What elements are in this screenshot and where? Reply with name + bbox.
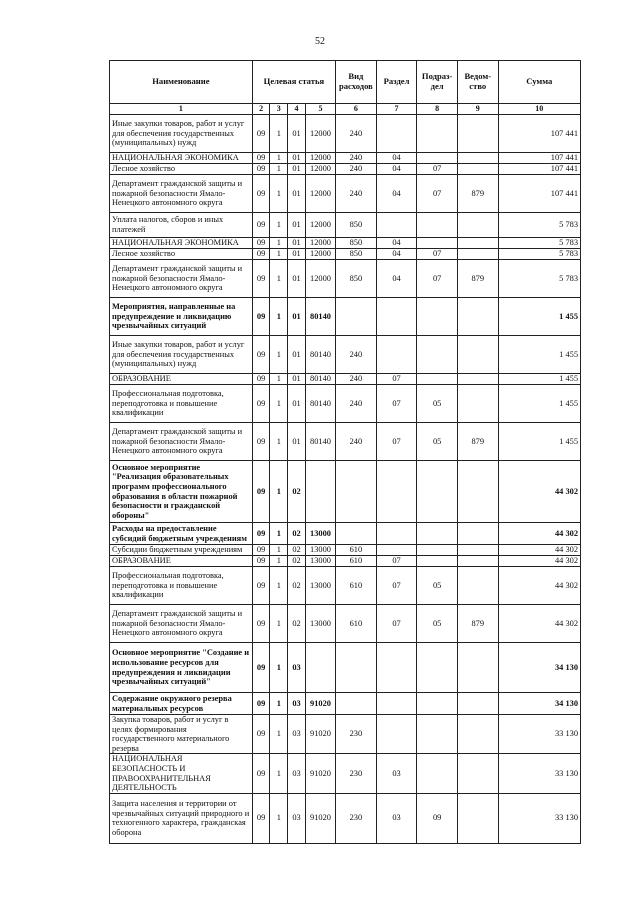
cell-name: Субсидии бюджетным учреждениям <box>110 545 253 556</box>
cell-section: 04 <box>376 175 417 213</box>
cell-activity: 03 <box>288 793 306 843</box>
cell-subsection: 07 <box>417 249 458 260</box>
cell-expense-type: 230 <box>336 793 377 843</box>
cell-subsection <box>417 556 458 567</box>
cell-subsection <box>417 298 458 336</box>
cell-subprogram: 1 <box>270 336 288 374</box>
cell-expense-type: 240 <box>336 153 377 164</box>
cell-sum: 1 455 <box>498 423 580 461</box>
cell-expense-type <box>336 693 377 715</box>
cell-department <box>457 693 498 715</box>
table-row <box>110 605 581 643</box>
cell-direction: 91020 <box>305 754 335 793</box>
cell-direction <box>305 461 335 523</box>
cell-section: 07 <box>376 423 417 461</box>
cell-sum: 34 130 <box>498 643 580 693</box>
cell-section: 07 <box>376 556 417 567</box>
cell-expense-type: 230 <box>336 754 377 793</box>
cell-program: 09 <box>252 153 270 164</box>
cell-direction: 80140 <box>305 298 335 336</box>
cell-subprogram: 1 <box>270 693 288 715</box>
cell-expense-type: 610 <box>336 605 377 643</box>
table-row <box>110 115 581 153</box>
cell-subprogram: 1 <box>270 793 288 843</box>
cell-sum: 33 130 <box>498 715 580 754</box>
column-number-row <box>110 104 581 115</box>
table-row <box>110 423 581 461</box>
cell-name: Иные закупки товаров, работ и услуг для обеспечения государственных (муниципальных) нужд <box>110 336 253 374</box>
header-department: Ведом-ство <box>457 61 498 104</box>
cell-subprogram: 1 <box>270 605 288 643</box>
cell-program: 09 <box>252 238 270 249</box>
cell-subsection: 05 <box>417 423 458 461</box>
cell-direction: 13000 <box>305 567 335 605</box>
cell-section: 04 <box>376 260 417 298</box>
cell-direction: 12000 <box>305 238 335 249</box>
cell-department <box>457 374 498 385</box>
header-name: Наименование <box>110 61 253 104</box>
cell-activity: 01 <box>288 115 306 153</box>
column-number: 5 <box>305 104 335 115</box>
table-row <box>110 153 581 164</box>
cell-program: 09 <box>252 545 270 556</box>
cell-department <box>457 164 498 175</box>
cell-name: Иные закупки товаров, работ и услуг для обеспечения государственных (муниципальных) нужд <box>110 115 253 153</box>
cell-sum: 44 302 <box>498 545 580 556</box>
cell-program: 09 <box>252 643 270 693</box>
cell-name: Закупка товаров, работ и услуг в целях формирования государственного материального резерва <box>110 715 253 754</box>
cell-name: Основное мероприятие "Создание и использование ресурсов для предупреждения и ликвидации чрезвычайных ситуаций" <box>110 643 253 693</box>
table-row <box>110 238 581 249</box>
table-row <box>110 545 581 556</box>
cell-subsection <box>417 715 458 754</box>
cell-program: 09 <box>252 175 270 213</box>
cell-department <box>457 213 498 238</box>
cell-subsection <box>417 238 458 249</box>
cell-activity: 03 <box>288 693 306 715</box>
cell-subprogram: 1 <box>270 260 288 298</box>
cell-program: 09 <box>252 461 270 523</box>
table-row <box>110 164 581 175</box>
cell-sum: 107 441 <box>498 153 580 164</box>
cell-department <box>457 249 498 260</box>
table-row <box>110 298 581 336</box>
cell-program: 09 <box>252 213 270 238</box>
cell-subprogram: 1 <box>270 385 288 423</box>
table-row <box>110 643 581 693</box>
header-target-article: Целевая статья <box>252 61 335 104</box>
cell-subsection <box>417 754 458 793</box>
cell-sum: 5 783 <box>498 213 580 238</box>
cell-name: Профессиональная подготовка, переподготовка и повышение квалификации <box>110 567 253 605</box>
cell-program: 09 <box>252 605 270 643</box>
cell-program: 09 <box>252 115 270 153</box>
cell-expense-type: 240 <box>336 423 377 461</box>
cell-sum: 1 455 <box>498 385 580 423</box>
cell-program: 09 <box>252 715 270 754</box>
cell-section: 04 <box>376 238 417 249</box>
cell-program: 09 <box>252 793 270 843</box>
cell-department <box>457 556 498 567</box>
cell-department <box>457 754 498 793</box>
table-row <box>110 336 581 374</box>
cell-expense-type: 240 <box>336 336 377 374</box>
cell-activity: 01 <box>288 298 306 336</box>
cell-subprogram: 1 <box>270 374 288 385</box>
cell-department <box>457 545 498 556</box>
table-row <box>110 461 581 523</box>
cell-expense-type: 230 <box>336 715 377 754</box>
cell-name: Расходы на предоставление субсидий бюджетным учреждениям <box>110 523 253 545</box>
cell-subsection: 05 <box>417 385 458 423</box>
cell-department <box>457 298 498 336</box>
cell-expense-type <box>336 298 377 336</box>
cell-activity: 03 <box>288 754 306 793</box>
column-number: 3 <box>270 104 288 115</box>
cell-sum: 107 441 <box>498 175 580 213</box>
cell-subsection: 07 <box>417 175 458 213</box>
cell-subprogram: 1 <box>270 643 288 693</box>
cell-program: 09 <box>252 423 270 461</box>
cell-department <box>457 336 498 374</box>
cell-expense-type: 850 <box>336 238 377 249</box>
cell-section: 03 <box>376 754 417 793</box>
cell-activity: 02 <box>288 556 306 567</box>
cell-sum: 34 130 <box>498 693 580 715</box>
cell-subprogram: 1 <box>270 164 288 175</box>
cell-program: 09 <box>252 693 270 715</box>
cell-sum: 44 302 <box>498 556 580 567</box>
cell-subsection <box>417 523 458 545</box>
cell-sum: 1 455 <box>498 298 580 336</box>
cell-name: Основное мероприятие "Реализация образовательных программ профессионального образования в области пожарной безопасности и гражданской обороны" <box>110 461 253 523</box>
cell-expense-type <box>336 523 377 545</box>
column-number: 8 <box>417 104 458 115</box>
cell-sum: 5 783 <box>498 238 580 249</box>
cell-sum: 44 302 <box>498 461 580 523</box>
cell-sum: 44 302 <box>498 605 580 643</box>
header-expense-type: Вид расходов <box>336 61 377 104</box>
table-row <box>110 754 581 793</box>
cell-program: 09 <box>252 556 270 567</box>
cell-expense-type: 240 <box>336 164 377 175</box>
cell-expense-type: 240 <box>336 175 377 213</box>
cell-sum: 1 455 <box>498 374 580 385</box>
cell-section <box>376 298 417 336</box>
cell-direction: 91020 <box>305 793 335 843</box>
cell-subprogram: 1 <box>270 175 288 213</box>
cell-activity: 03 <box>288 715 306 754</box>
column-number: 1 <box>110 104 253 115</box>
cell-program: 09 <box>252 298 270 336</box>
cell-expense-type: 240 <box>336 374 377 385</box>
cell-activity: 02 <box>288 461 306 523</box>
cell-name: НАЦИОНАЛЬНАЯ ЭКОНОМИКА <box>110 153 253 164</box>
column-number: 10 <box>498 104 580 115</box>
cell-subsection: 07 <box>417 260 458 298</box>
cell-subprogram: 1 <box>270 153 288 164</box>
cell-sum: 107 441 <box>498 115 580 153</box>
cell-direction: 13000 <box>305 556 335 567</box>
cell-activity: 01 <box>288 213 306 238</box>
cell-section <box>376 115 417 153</box>
cell-name: Уплата налогов, сборов и иных платежей <box>110 213 253 238</box>
cell-subsection <box>417 461 458 523</box>
cell-activity: 01 <box>288 175 306 213</box>
cell-department <box>457 385 498 423</box>
cell-sum: 1 455 <box>498 336 580 374</box>
cell-name: ОБРАЗОВАНИЕ <box>110 374 253 385</box>
cell-expense-type <box>336 643 377 693</box>
cell-direction <box>305 643 335 693</box>
cell-name: Департамент гражданской защиты и пожарной безопасности Ямало-Ненецкого автономного округа <box>110 423 253 461</box>
cell-subsection <box>417 336 458 374</box>
cell-direction: 12000 <box>305 213 335 238</box>
cell-activity: 01 <box>288 238 306 249</box>
cell-subprogram: 1 <box>270 298 288 336</box>
cell-sum: 107 441 <box>498 164 580 175</box>
cell-direction: 12000 <box>305 115 335 153</box>
cell-department: 879 <box>457 175 498 213</box>
column-number: 6 <box>336 104 377 115</box>
cell-department <box>457 153 498 164</box>
cell-subsection: 09 <box>417 793 458 843</box>
cell-direction: 12000 <box>305 164 335 175</box>
cell-direction: 13000 <box>305 523 335 545</box>
cell-program: 09 <box>252 567 270 605</box>
cell-activity: 01 <box>288 423 306 461</box>
table-row <box>110 567 581 605</box>
cell-department: 879 <box>457 260 498 298</box>
cell-program: 09 <box>252 374 270 385</box>
cell-direction: 80140 <box>305 385 335 423</box>
table-row <box>110 260 581 298</box>
cell-section <box>376 213 417 238</box>
cell-name: Департамент гражданской защиты и пожарной безопасности Ямало-Ненецкого автономного округа <box>110 605 253 643</box>
cell-subprogram: 1 <box>270 213 288 238</box>
cell-expense-type: 240 <box>336 115 377 153</box>
cell-subsection <box>417 643 458 693</box>
cell-department <box>457 523 498 545</box>
table-header-row <box>110 61 581 104</box>
cell-department <box>457 793 498 843</box>
cell-department <box>457 115 498 153</box>
cell-section: 04 <box>376 164 417 175</box>
cell-expense-type: 850 <box>336 213 377 238</box>
cell-direction: 80140 <box>305 374 335 385</box>
cell-program: 09 <box>252 385 270 423</box>
cell-subsection: 05 <box>417 605 458 643</box>
cell-subprogram: 1 <box>270 754 288 793</box>
cell-sum: 5 783 <box>498 260 580 298</box>
cell-section <box>376 523 417 545</box>
cell-department: 879 <box>457 605 498 643</box>
cell-expense-type: 610 <box>336 567 377 605</box>
cell-section <box>376 336 417 374</box>
cell-sum: 33 130 <box>498 793 580 843</box>
cell-subprogram: 1 <box>270 461 288 523</box>
cell-subsection <box>417 545 458 556</box>
cell-subsection: 07 <box>417 164 458 175</box>
cell-name: Профессиональная подготовка, переподготовка и повышение квалификации <box>110 385 253 423</box>
cell-direction: 12000 <box>305 175 335 213</box>
cell-name: Департамент гражданской защиты и пожарной безопасности Ямало-Ненецкого автономного округа <box>110 175 253 213</box>
header-subsection: Подраз-дел <box>417 61 458 104</box>
cell-program: 09 <box>252 164 270 175</box>
cell-subprogram: 1 <box>270 715 288 754</box>
column-number: 7 <box>376 104 417 115</box>
table-row <box>110 213 581 238</box>
cell-name: Содержание окружного резерва материальных ресурсов <box>110 693 253 715</box>
cell-direction: 91020 <box>305 715 335 754</box>
cell-direction: 91020 <box>305 693 335 715</box>
cell-department <box>457 715 498 754</box>
cell-direction: 12000 <box>305 153 335 164</box>
column-number: 4 <box>288 104 306 115</box>
cell-program: 09 <box>252 523 270 545</box>
cell-expense-type: 850 <box>336 249 377 260</box>
header-section: Раздел <box>376 61 417 104</box>
cell-expense-type: 850 <box>336 260 377 298</box>
cell-sum: 44 302 <box>498 523 580 545</box>
column-number: 9 <box>457 104 498 115</box>
cell-expense-type: 240 <box>336 385 377 423</box>
table-row <box>110 715 581 754</box>
cell-expense-type: 610 <box>336 545 377 556</box>
cell-section: 07 <box>376 567 417 605</box>
cell-section: 07 <box>376 374 417 385</box>
cell-name: Лесное хозяйство <box>110 164 253 175</box>
cell-activity: 01 <box>288 260 306 298</box>
cell-program: 09 <box>252 754 270 793</box>
header-sum: Сумма <box>498 61 580 104</box>
cell-subsection <box>417 374 458 385</box>
column-number: 2 <box>252 104 270 115</box>
cell-activity: 01 <box>288 336 306 374</box>
cell-section <box>376 461 417 523</box>
cell-section: 07 <box>376 605 417 643</box>
cell-department <box>457 643 498 693</box>
table-row <box>110 249 581 260</box>
cell-section: 03 <box>376 793 417 843</box>
cell-activity: 01 <box>288 164 306 175</box>
cell-section <box>376 693 417 715</box>
cell-subprogram: 1 <box>270 238 288 249</box>
cell-subsection <box>417 153 458 164</box>
table-row <box>110 793 581 843</box>
cell-activity: 02 <box>288 605 306 643</box>
table-row <box>110 175 581 213</box>
cell-expense-type: 610 <box>336 556 377 567</box>
table-row <box>110 693 581 715</box>
cell-subprogram: 1 <box>270 567 288 605</box>
cell-activity: 02 <box>288 567 306 605</box>
cell-program: 09 <box>252 260 270 298</box>
cell-department <box>457 567 498 605</box>
cell-direction: 12000 <box>305 249 335 260</box>
cell-sum: 44 302 <box>498 567 580 605</box>
cell-department <box>457 238 498 249</box>
cell-program: 09 <box>252 249 270 260</box>
cell-section: 04 <box>376 153 417 164</box>
table-row <box>110 385 581 423</box>
cell-expense-type <box>336 461 377 523</box>
cell-subprogram: 1 <box>270 545 288 556</box>
table-row <box>110 374 581 385</box>
cell-name: ОБРАЗОВАНИЕ <box>110 556 253 567</box>
cell-department: 879 <box>457 423 498 461</box>
cell-activity: 02 <box>288 523 306 545</box>
cell-section <box>376 715 417 754</box>
cell-activity: 01 <box>288 374 306 385</box>
cell-name: НАЦИОНАЛЬНАЯ БЕЗОПАСНОСТЬ И ПРАВООХРАНИТЕЛЬНАЯ ДЕЯТЕЛЬНОСТЬ <box>110 754 253 793</box>
cell-direction: 13000 <box>305 605 335 643</box>
cell-subprogram: 1 <box>270 556 288 567</box>
cell-section <box>376 643 417 693</box>
cell-subsection <box>417 115 458 153</box>
cell-direction: 80140 <box>305 336 335 374</box>
cell-name: Защита населения и территории от чрезвычайных ситуаций природного и техногенного характера, гражданская оборона <box>110 793 253 843</box>
budget-table <box>109 60 581 844</box>
cell-name: Департамент гражданской защиты и пожарной безопасности Ямало-Ненецкого автономного округа <box>110 260 253 298</box>
cell-name: Мероприятия, направленные на предупреждение и ликвидацию чрезвычайных ситуаций <box>110 298 253 336</box>
cell-subprogram: 1 <box>270 249 288 260</box>
cell-subprogram: 1 <box>270 115 288 153</box>
cell-department <box>457 461 498 523</box>
cell-activity: 02 <box>288 545 306 556</box>
table-row <box>110 523 581 545</box>
cell-section <box>376 545 417 556</box>
cell-direction: 13000 <box>305 545 335 556</box>
page-number: 52 <box>315 36 325 47</box>
table-row <box>110 556 581 567</box>
cell-activity: 01 <box>288 153 306 164</box>
cell-name: Лесное хозяйство <box>110 249 253 260</box>
cell-direction: 12000 <box>305 260 335 298</box>
cell-activity: 01 <box>288 249 306 260</box>
cell-name: НАЦИОНАЛЬНАЯ ЭКОНОМИКА <box>110 238 253 249</box>
cell-sum: 5 783 <box>498 249 580 260</box>
cell-activity: 03 <box>288 643 306 693</box>
cell-direction: 80140 <box>305 423 335 461</box>
cell-program: 09 <box>252 336 270 374</box>
cell-subprogram: 1 <box>270 423 288 461</box>
cell-subprogram: 1 <box>270 523 288 545</box>
cell-activity: 01 <box>288 385 306 423</box>
cell-section: 07 <box>376 385 417 423</box>
cell-sum: 33 130 <box>498 754 580 793</box>
cell-subsection: 05 <box>417 567 458 605</box>
cell-subsection <box>417 213 458 238</box>
cell-subsection <box>417 693 458 715</box>
cell-section: 04 <box>376 249 417 260</box>
